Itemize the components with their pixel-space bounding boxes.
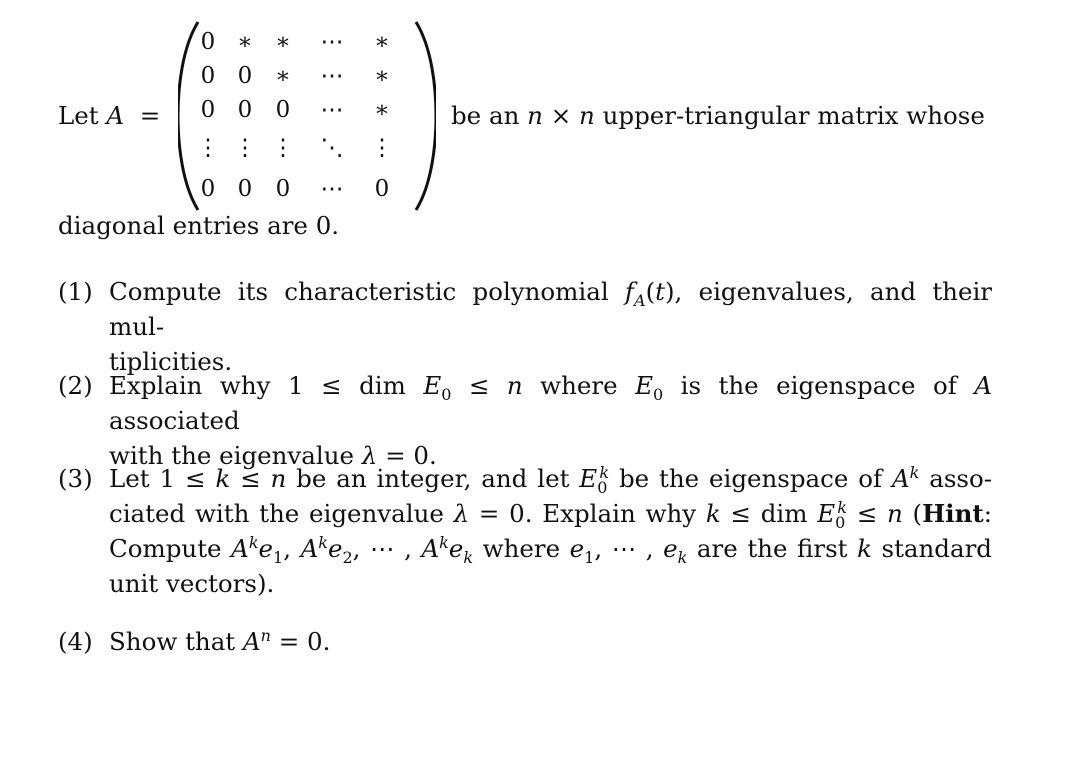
matrix-cell: 0: [237, 97, 253, 123]
item-2-line-2: with the eigenvalue λ = 0.: [109, 441, 437, 470]
item-3-number: (3): [58, 464, 93, 493]
item-2-number: (2): [58, 371, 93, 400]
matrix-cell: ⋯: [320, 29, 344, 55]
matrix-cell: ∗: [374, 29, 390, 55]
matrix-cell: 0: [275, 176, 291, 202]
item-3-body: [109, 461, 992, 601]
matrix-cell: ∗: [275, 63, 291, 89]
matrix-cell: ⋯: [320, 63, 344, 89]
matrix-cell: ⋱: [320, 135, 344, 161]
item-3-line-4: unit vectors).: [109, 569, 275, 598]
matrix-cell: 0: [374, 176, 390, 202]
matrix-cell: ∗: [275, 29, 291, 55]
item-2-line-1: Explain why 1 ≤ dim $E_0 \le n$ where $E_0$ is the eigenspace of A associated: [109, 371, 993, 435]
matrix-cell: 0: [237, 63, 253, 89]
item-4-number: (4): [58, 627, 93, 656]
matrix-cell: ∗: [374, 63, 390, 89]
matrix-cell: ∗: [237, 29, 253, 55]
upper-triangular-matrix: [178, 18, 436, 214]
matrix-cell: 0: [200, 97, 216, 123]
matrix-cell: ⋮: [196, 135, 220, 161]
item-4-line-1: Show that $A^n = 0$.: [109, 625, 331, 656]
item-2-body: [109, 368, 992, 473]
intro-line2: diagonal entries are 0.: [58, 211, 340, 240]
intro-rest-text: be an n × n upper-triangular matrix whose: [451, 101, 985, 130]
item-1-body: [109, 274, 992, 379]
matrix-cell: ∗: [374, 97, 390, 123]
item-3-line-3: Compute $A^ke_1$, $A^ke_2$, ⋯ , $A^ke_k$ where $e_1$, ⋯ , $e_k$ are the first k standard: [109, 532, 992, 567]
matrix-cell: 0: [275, 97, 291, 123]
matrix-cell: 0: [200, 63, 216, 89]
item-1-line-1: Compute its characteristic polynomial $f_A(t)$, eigenvalues, and their mul-: [109, 277, 993, 341]
matrix-cell: ⋮: [233, 135, 257, 161]
matrix-cell: 0: [200, 176, 216, 202]
item-1-line-2: tiplicities.: [109, 347, 233, 376]
matrix-cell: 0: [200, 29, 216, 55]
item-1-number: (1): [58, 277, 93, 306]
item-4-body: [109, 624, 992, 659]
intro-let-text: Let A =: [58, 101, 161, 130]
matrix-cell: 0: [237, 176, 253, 202]
item-3-line-2: ciated with the eigenvalue λ = 0. Explain why k ≤ dim $E_0^k \le n$ (Hint:: [109, 497, 992, 532]
matrix-cell: ⋯: [320, 97, 344, 123]
matrix-cell: ⋮: [370, 135, 394, 161]
item-3-line-1: Let 1 ≤ k ≤ n be an integer, and let $E_0^k$ be the eigenspace of $A^k$ asso-: [109, 462, 993, 497]
matrix-cell: ⋮: [271, 135, 295, 161]
matrix-cell: ⋯: [320, 176, 344, 202]
